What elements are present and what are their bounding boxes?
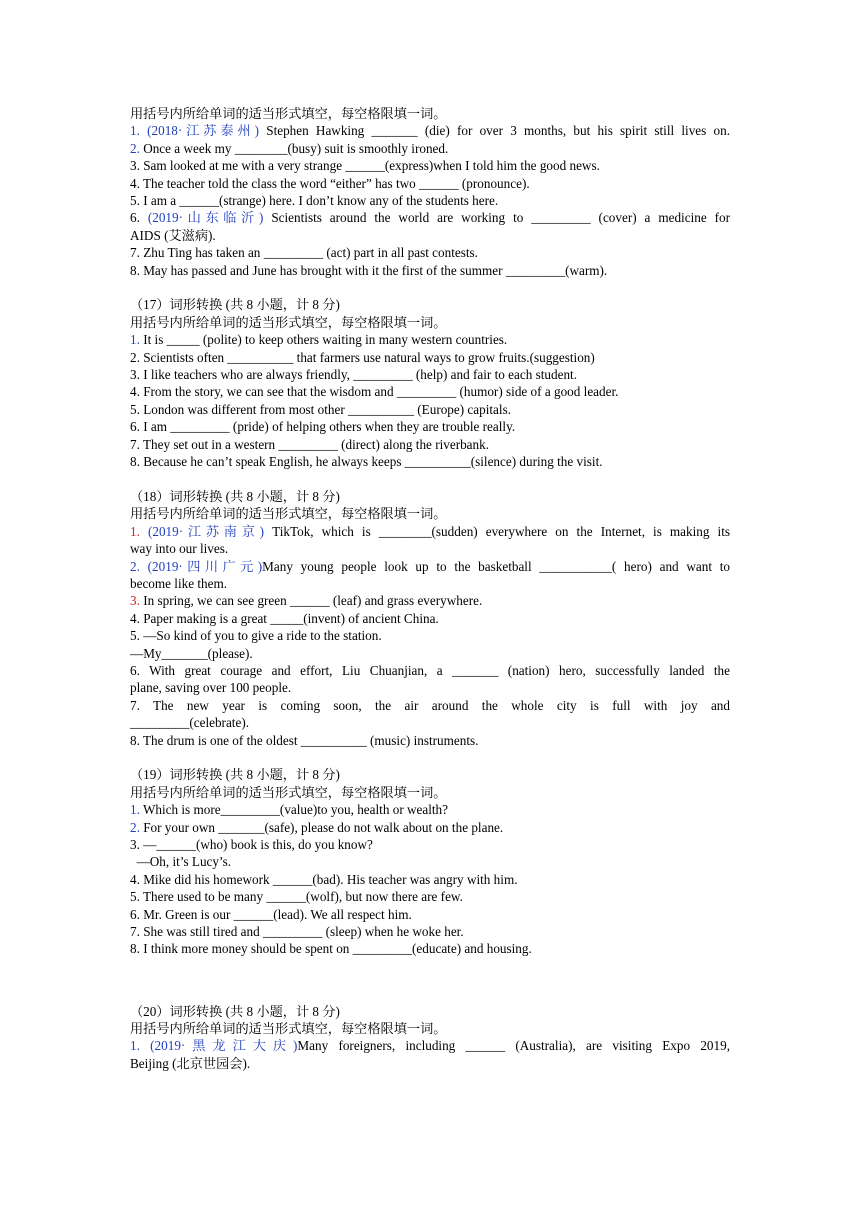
question-text: Zhu Ting has taken an _________ (act) part in all past contests.	[139, 245, 478, 261]
question-7	[130, 697, 730, 714]
question-3	[130, 157, 730, 174]
question-5	[130, 627, 730, 644]
section-heading: （19）词形转换 (共 8 小题，计 8 分)	[130, 767, 340, 783]
question-number: 1.	[130, 802, 140, 818]
question-number: 8.	[130, 262, 140, 278]
question-number: 2.	[130, 349, 140, 365]
question-1	[130, 801, 730, 818]
question-3	[130, 592, 730, 609]
question-2	[130, 140, 730, 157]
question-text: May has passed and June has brought with it the first of the summer _________(warm).	[139, 262, 608, 278]
instruction: 用括号内所给单词的适当形式填空，每空格限填一词。	[130, 1021, 447, 1037]
document-page	[130, 105, 730, 1072]
question-number: 2.	[130, 819, 140, 835]
question-text: I think more money should be spent on _________(educate) and housing.	[139, 941, 532, 957]
section-18	[130, 488, 730, 749]
question-number: 4.	[130, 610, 140, 626]
question-text: I am a ______(strange) here. I don’t know any of the students here.	[139, 193, 499, 209]
question-1-continuation: way into our lives.	[130, 541, 229, 557]
question-number: 3.	[130, 837, 140, 853]
question-4	[130, 175, 730, 192]
question-number: 7.	[130, 924, 140, 940]
question-text: The new year is coming soon, the air around the whole city is full with joy and	[139, 697, 730, 713]
question-2-continuation: become like them.	[130, 575, 228, 591]
question-number: 6.	[130, 662, 140, 678]
question-7	[130, 244, 730, 261]
question-1-continuation: Beijing (北京世园会).	[130, 1055, 251, 1071]
question-number: 3.	[130, 367, 140, 383]
question-6	[130, 418, 730, 435]
question-text: With great courage and effort, Liu Chuanjian, a _______ (nation) hero, successfully landed the	[139, 662, 730, 678]
question-3-continuation: —Oh, it’s Lucy’s.	[130, 854, 232, 870]
question-6-continuation: AIDS (艾滋病).	[130, 227, 216, 243]
question-1	[130, 331, 730, 348]
instruction: 用括号内所给单词的适当形式填空，每空格限填一词。	[130, 784, 447, 800]
question-number: 7.	[130, 245, 140, 261]
question-1	[130, 1037, 730, 1054]
question-3	[130, 836, 730, 853]
question-number: 1.	[130, 332, 140, 348]
question-3	[130, 366, 730, 383]
section-heading: （20）词形转换 (共 8 小题，计 8 分)	[130, 1003, 340, 1019]
question-text: The teacher told the class the word “either” has two ______ (pronounce).	[139, 175, 530, 191]
question-text: In spring, we can see green ______ (leaf) and grass everywhere.	[139, 593, 483, 609]
question-text: London was different from most other __________ (Europe) capitals.	[139, 401, 512, 417]
question-text: TikTok, which is ________(sudden) everywhere on the Internet, is making its	[264, 523, 730, 539]
question-text: Mike did his homework ______(bad). His teacher was angry with him.	[139, 871, 518, 887]
question-number: 5.	[130, 401, 140, 417]
spacer	[130, 958, 730, 993]
question-number: 1.	[130, 523, 140, 539]
question-number: 4.	[130, 384, 140, 400]
question-6	[130, 662, 730, 679]
question-5-continuation: —My_______(please).	[130, 645, 253, 661]
question-text: Paper making is a great _____(invent) of ancient China.	[139, 610, 439, 626]
question-8	[130, 262, 730, 279]
instruction: 用括号内所给单词的适当形式填空，每空格限填一词。	[130, 506, 447, 522]
spacer	[130, 471, 730, 488]
question-number: 8.	[130, 454, 140, 470]
section-heading: （17）词形转换 (共 8 小题，计 8 分)	[130, 297, 340, 313]
question-source: (2019·黑龙江大庆)	[150, 1038, 298, 1054]
question-text: From the story, we can see that the wisdom and _________ (humor) side of a good leader.	[139, 384, 619, 400]
question-text: Sam looked at me with a very strange ______(express)when I told him the good news.	[139, 158, 600, 174]
question-number: 2.	[130, 140, 140, 156]
question-source: (2018·江苏泰州)	[147, 123, 260, 139]
question-number: 3.	[130, 158, 140, 174]
question-number: 2.	[130, 558, 140, 574]
section-17	[130, 296, 730, 470]
question-8	[130, 453, 730, 470]
question-5	[130, 888, 730, 905]
question-source: (2019·山东临沂)	[147, 210, 264, 226]
spacer	[130, 993, 730, 1003]
question-number: 5.	[130, 193, 140, 209]
question-2	[130, 819, 730, 836]
section-20	[130, 1003, 730, 1073]
question-1	[130, 122, 730, 139]
question-5	[130, 192, 730, 209]
question-number: 5.	[130, 628, 140, 644]
question-text: I am _________ (pride) of helping others when they are trouble really.	[139, 419, 516, 435]
question-number: 3.	[130, 593, 140, 609]
question-text: For your own _______(safe), please do not walk about on the plane.	[139, 819, 504, 835]
question-text: There used to be many ______(wolf), but now there are few.	[139, 889, 463, 905]
question-source: (2019·四川广元)	[147, 558, 263, 574]
question-4	[130, 610, 730, 627]
question-5	[130, 401, 730, 418]
question-text: —So kind of you to give a ride to the station.	[139, 628, 382, 644]
question-number: 8.	[130, 941, 140, 957]
question-text: Scientists often __________ that farmers use natural ways to grow fruits.(suggestion)	[139, 349, 595, 365]
question-7	[130, 436, 730, 453]
question-text: Many foreigners, including ______ (Australia), are visiting Expo 2019,	[297, 1038, 730, 1054]
question-4	[130, 383, 730, 400]
question-1	[130, 523, 730, 540]
question-number: 1.	[130, 1038, 140, 1054]
question-text: Stephen Hawking _______ (die) for over 3 months, but his spirit still lives on.	[259, 123, 730, 139]
spacer	[130, 749, 730, 766]
question-number: 1.	[130, 123, 140, 139]
section-19	[130, 766, 730, 957]
question-text: Mr. Green is our ______(lead). We all respect him.	[139, 906, 412, 922]
question-7-continuation: _________(celebrate).	[130, 715, 250, 731]
question-number: 7.	[130, 436, 140, 452]
question-text: Which is more_________(value)to you, health or wealth?	[139, 802, 449, 818]
question-number: 4.	[130, 175, 140, 191]
question-number: 6.	[130, 906, 140, 922]
question-source: (2019·江苏南京)	[147, 523, 265, 539]
question-6	[130, 209, 730, 226]
spacer	[130, 279, 730, 296]
instruction: 用括号内所给单词的适当形式填空，每空格限填一词。	[130, 314, 447, 330]
question-text: Scientists around the world are working to _________ (cover) a medicine for	[263, 210, 731, 226]
question-7	[130, 923, 730, 940]
question-text: I like teachers who are always friendly, _________ (help) and fair to each student.	[139, 367, 577, 383]
section-heading: （18）词形转换 (共 8 小题，计 8 分)	[130, 488, 340, 504]
question-number: 6.	[130, 210, 140, 226]
question-6	[130, 906, 730, 923]
question-8	[130, 732, 730, 749]
question-text: The drum is one of the oldest __________ (music) instruments.	[139, 732, 479, 748]
question-number: 4.	[130, 871, 140, 887]
question-4	[130, 871, 730, 888]
question-number: 7.	[130, 697, 140, 713]
question-6-continuation: plane, saving over 100 people.	[130, 680, 292, 696]
question-number: 8.	[130, 732, 140, 748]
section-16	[130, 105, 730, 279]
question-text: Because he can’t speak English, he always keeps __________(silence) during the visit.	[139, 454, 603, 470]
question-text: —______(who) book is this, do you know?	[139, 837, 373, 853]
question-text: They set out in a western _________ (direct) along the riverbank.	[139, 436, 490, 452]
question-text: Once a week my ________(busy) suit is smoothly ironed.	[139, 140, 449, 156]
question-text: She was still tired and _________ (sleep) when he woke her.	[139, 924, 464, 940]
question-2	[130, 558, 730, 575]
question-number: 6.	[130, 419, 140, 435]
question-2	[130, 349, 730, 366]
question-number: 5.	[130, 889, 140, 905]
question-text: It is _____ (polite) to keep others waiting in many western countries.	[139, 332, 508, 348]
question-8	[130, 940, 730, 957]
instruction: 用括号内所给单词的适当形式填空，每空格限填一词。	[130, 106, 447, 121]
question-text: Many young people look up to the basketball ___________( hero) and want to	[262, 558, 730, 574]
